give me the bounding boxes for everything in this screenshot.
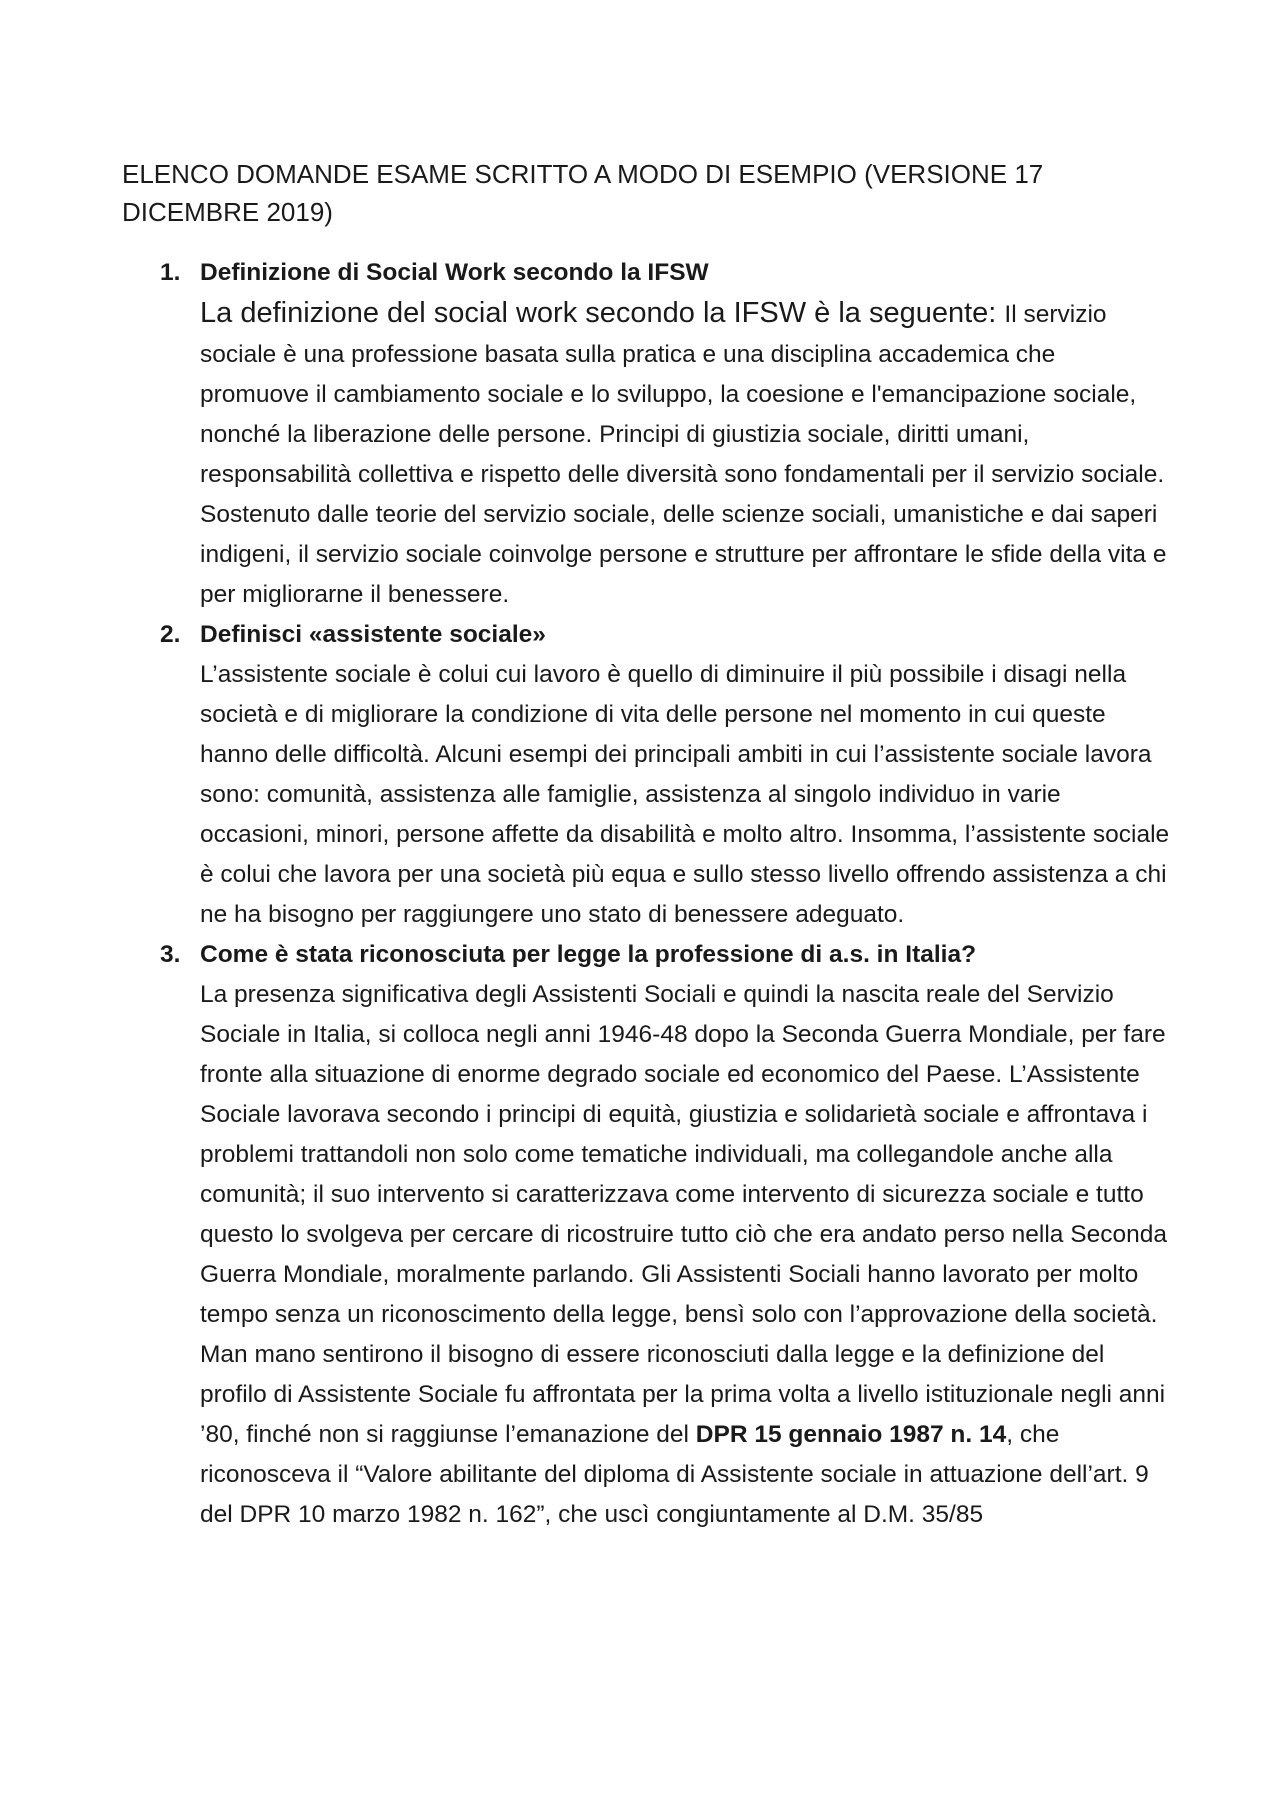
question-item-1 xyxy=(122,253,1170,615)
question-heading: Definizione di Social Work secondo la IFSW xyxy=(200,259,709,286)
document-title: ELENCO DOMANDE ESAME SCRITTO A MODO DI ESEMPIO (VERSIONE 17 DICEMBRE 2019) xyxy=(122,159,1044,227)
question-heading: Come è stata riconosciuta per legge la professione di a.s. in Italia? xyxy=(200,941,977,968)
question-number: 2. xyxy=(160,621,181,648)
answer-text-part1: La presenza significativa degli Assistenti Sociali e quindi la nascita reale del Servizio Sociale in Italia, si colloca negli anni 1946-48 dopo la Seconda Guerra Mondiale, per fare fronte alla situazione di enorme degrado sociale ed economico del Paese. L’Assistente Sociale lavorava secondo i principi di equità, giustizia e solidarietà sociale e affrontava i problemi trattandoli non solo come tematiche individuali, ma collegandole anche alla comunità; il suo intervento si caratterizzava come intervento di sicurezza sociale e tutto questo lo svolgeva per cercare di ricostruire tutto ciò che era andato perso nella Seconda Guerra Mondiale, moralmente parlando. Gli Assistenti Sociali hanno lavorato per molto tempo senza un riconoscimento della legge, bensì solo con l’approvazione della società. Man mano sentirono il bisogno di essere riconosciuti dalla legge e la definizione del profilo di Assistente Sociale fu affrontata per la prima volta a livello istituzionale negli anni ’80, finché non si raggiunse l’emanazione del xyxy=(200,981,1167,1448)
answer-law-reference: DPR 15 gennaio 1987 n. 14 xyxy=(695,1421,1007,1448)
answer-text: Il servizio sociale è una professione basata sulla pratica e una disciplina accademica che promuove il cambiamento sociale e lo sviluppo, la coesione e l'emancipazione sociale, nonché la liberazione delle persone. Principi di giustizia sociale, diritti umani, responsabilità collettiva e rispetto delle diversità sono fondamentali per il servizio sociale. Sostenuto dalle teorie del servizio sociale, delle scienze sociali, umanistiche e dai saperi indigeni, il servizio sociale coinvolge persone e strutture per affrontare le sfide della vita e per migliorarne il benessere. xyxy=(200,301,1167,608)
question-heading: Definisci «assistente sociale» xyxy=(200,621,546,648)
question-item-3 xyxy=(122,935,1170,1535)
answer-text-part2: , che riconosceva il “Valore abilitante del diploma di Assistente sociale in attuazione dell’art. 9 del DPR 10 marzo 1982 n. 162”, che uscì congiuntamente al D.M. 35/85 xyxy=(200,1421,1149,1528)
question-number: 1. xyxy=(160,259,181,286)
question-item-2 xyxy=(122,615,1170,935)
question-answer xyxy=(200,975,1170,1535)
question-number: 3. xyxy=(160,941,181,968)
question-list xyxy=(122,253,1170,1535)
answer-lead: La definizione del social work secondo la IFSW è la seguente: xyxy=(200,297,1005,329)
question-answer xyxy=(200,293,1170,615)
question-answer: L’assistente sociale è colui cui lavoro è quello di diminuire il più possibile i disagi nella società e di migliorare la condizione di vita delle persone nel momento in cui queste hanno delle difficoltà. Alcuni esempi dei principali ambiti in cui l’assistente sociale lavora sono: comunità, assistenza alle famiglie, assistenza al singolo individuo in varie occasioni, minori, persone affette da disabilità e molto altro. Insomma, l’assistente sociale è colui che lavora per una società più equa e sullo stesso livello offrendo assistenza a chi ne ha bisogno per raggiungere uno stato di benessere adeguato. xyxy=(200,661,1170,928)
